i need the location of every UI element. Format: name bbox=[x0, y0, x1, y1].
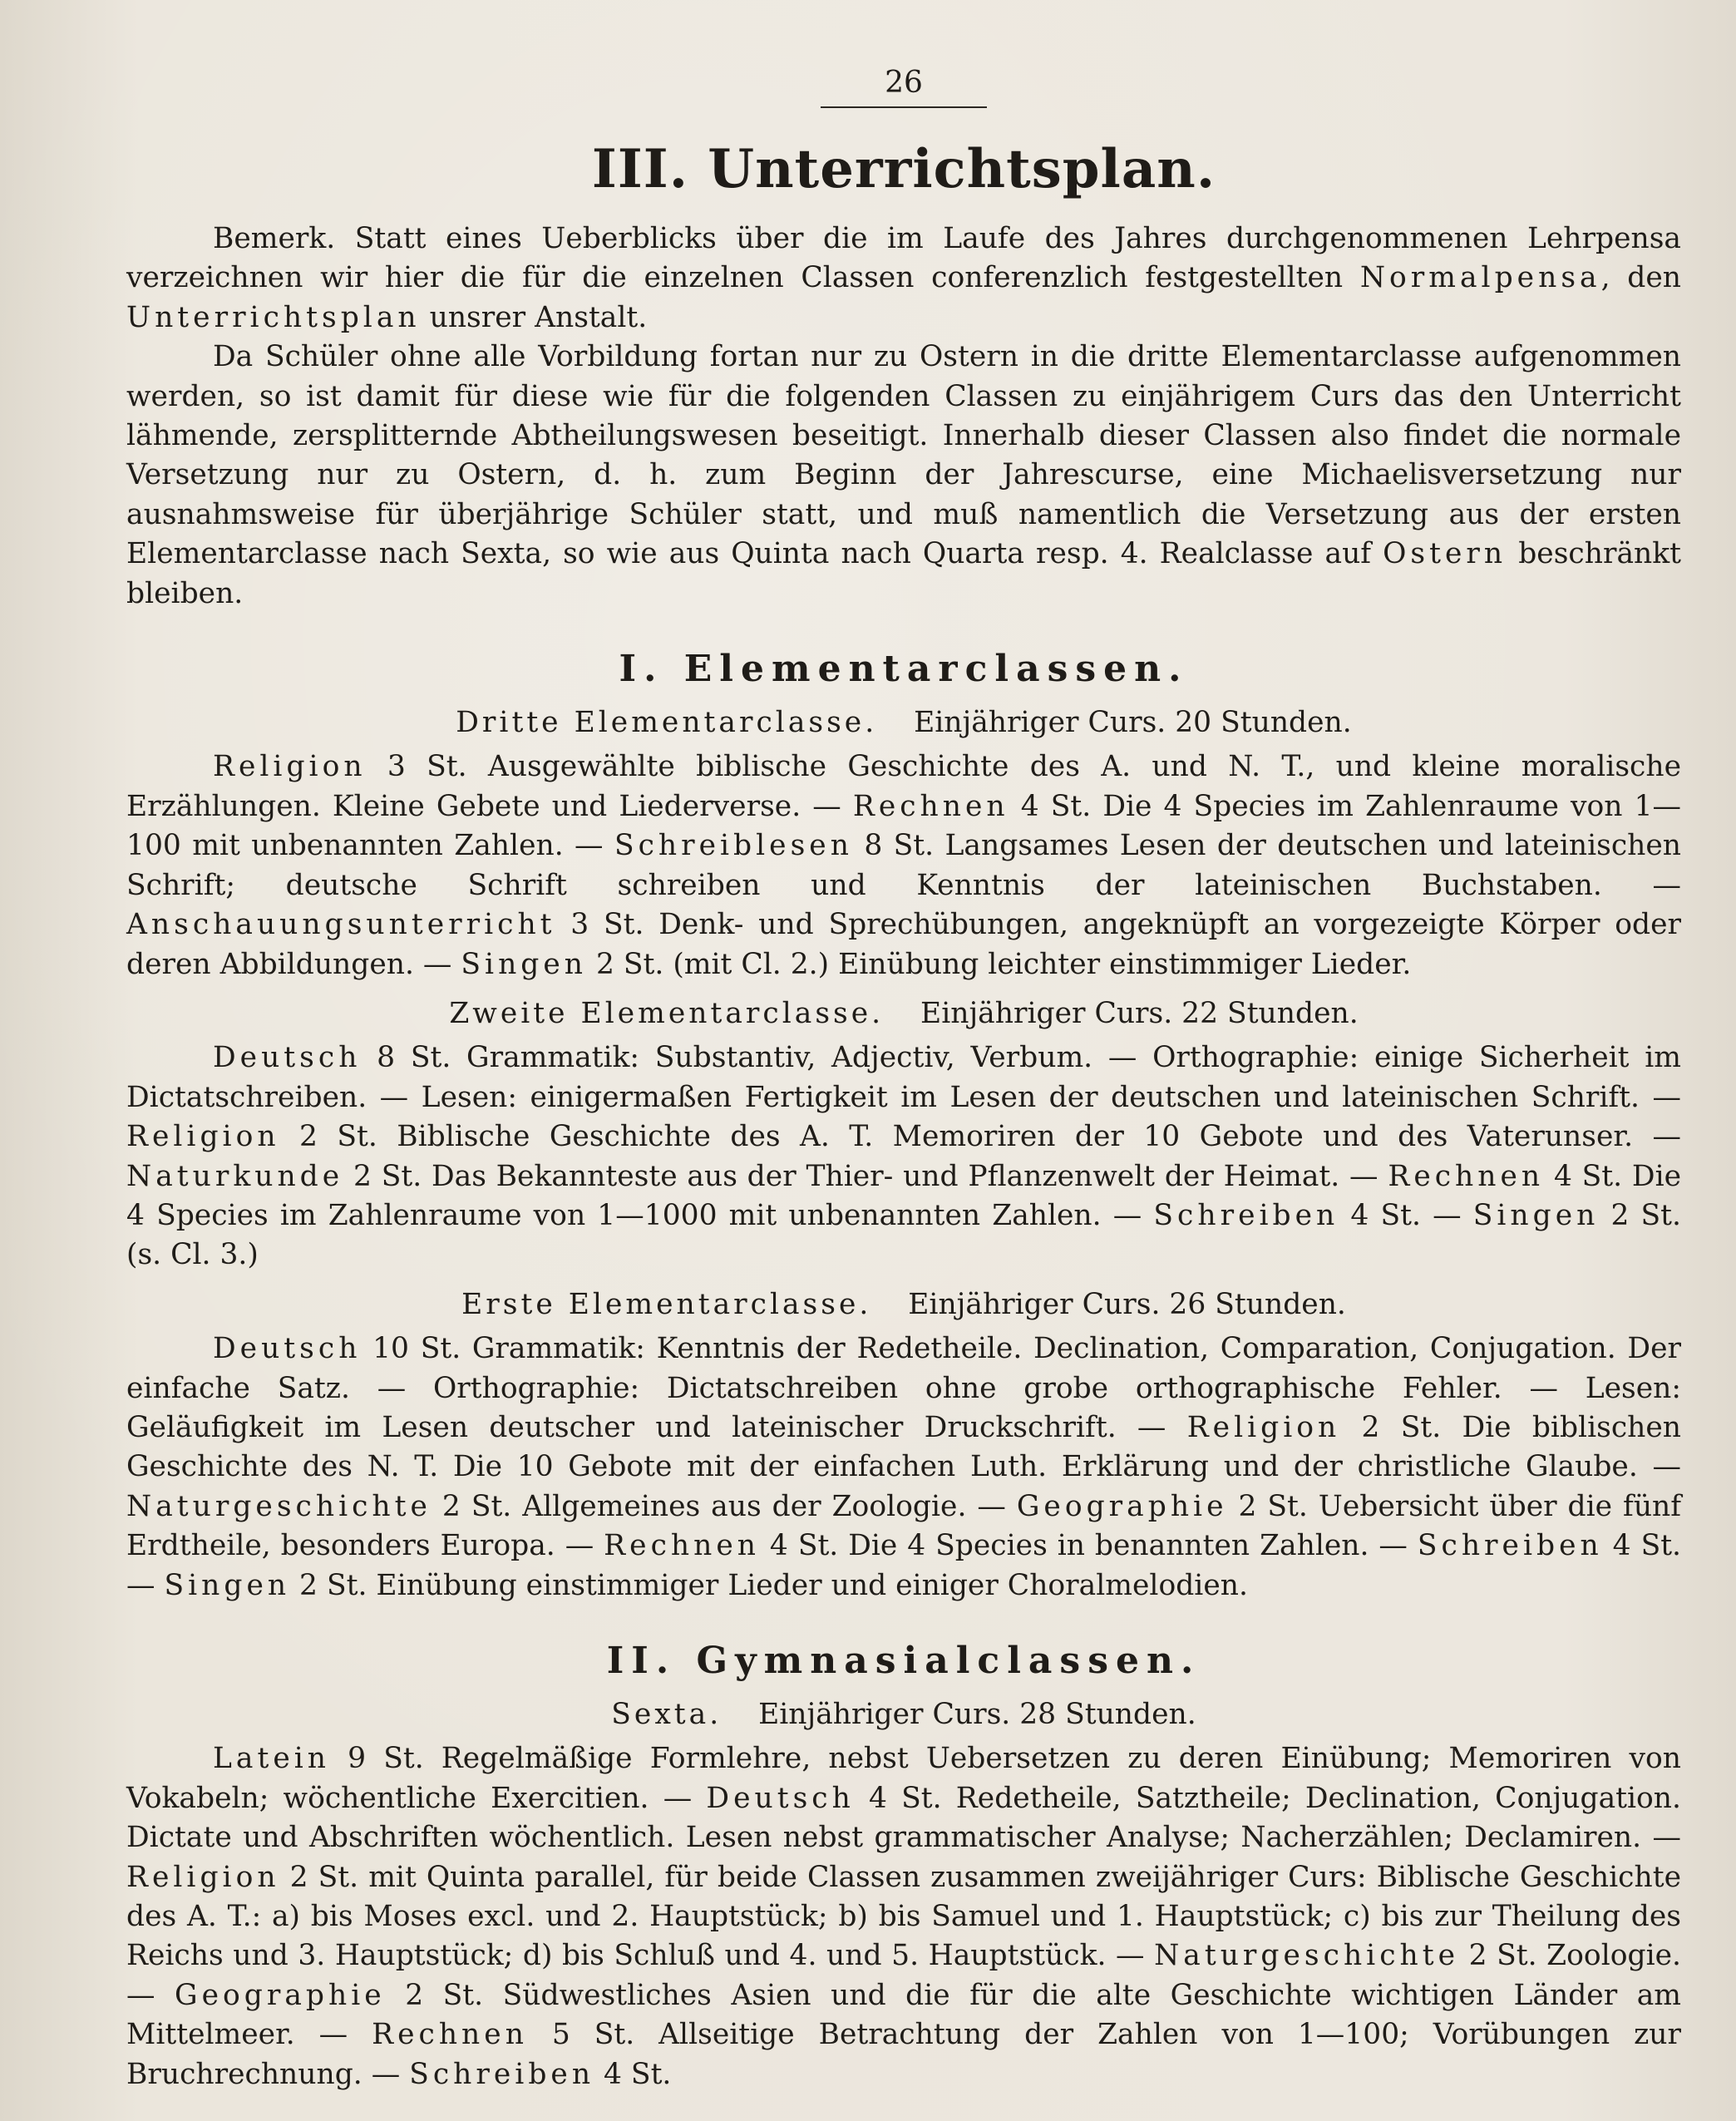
class-paragraph-sexta bbox=[126, 1739, 1681, 2094]
intro-text: , den bbox=[1600, 261, 1682, 295]
intro-spaced-term: Unterrichtsplan bbox=[126, 300, 421, 334]
subject-name: Religion bbox=[126, 1120, 280, 1154]
intro-spaced-term: Normalpensa bbox=[1359, 261, 1601, 295]
intro-text: beschränkt bleiben. bbox=[126, 537, 1682, 610]
subject-name: Religion bbox=[213, 750, 367, 784]
class-paragraph-zweite bbox=[126, 1038, 1681, 1275]
remark-label: Bemerk. bbox=[213, 222, 336, 255]
subject-name: Geographie bbox=[1016, 1489, 1228, 1523]
subject-name: Latein bbox=[213, 1742, 331, 1776]
class-name: Zweite Elementarclasse. bbox=[449, 996, 885, 1030]
class-name: Dritte Elementarclasse. bbox=[456, 706, 878, 740]
subject-text: 2 St. Zoologie. — bbox=[126, 1939, 1681, 2012]
subject-text: 10 St. Grammatik: Kenntnis der Redetheile. Declination, Comparation, Conjugation. Der einfache Satz. — Orthographie: Dictatschreiben ohne grobe orthographische Fehler. — Lesen: Geläufigkeit im Lesen deutscher und lateinischer Druckschrift. — bbox=[126, 1332, 1681, 1444]
part-title-elementarclassen: I. Elementarclassen. bbox=[619, 648, 1189, 691]
subject-text: 3 St. Ausgewählte biblische Geschichte des A. und N. T., und kleine moralische Erzählungen. Kleine Gebete und Liederverse. — bbox=[126, 750, 1682, 823]
section-title: III. Unterrichtsplan. bbox=[591, 138, 1216, 200]
subject-name: Religion bbox=[126, 1860, 280, 1894]
class-heading-erste bbox=[126, 1285, 1681, 1324]
subject-name: Naturgeschichte bbox=[1154, 1939, 1460, 1973]
subject-text: 2 St. (s. Cl. 3.) bbox=[126, 1198, 1682, 1272]
class-info: Einjähriger Curs. 20 Stunden. bbox=[914, 706, 1352, 740]
subject-text: 2 St. Biblische Geschichte des A. T. Memoriren der 10 Gebote und des Vaterunser. — bbox=[299, 1120, 1681, 1154]
subject-name: Schreiben bbox=[1153, 1198, 1339, 1232]
subject-text: 4 St. Die 4 Species im Zahlenraume von 1—1000 mit unbenannten Zahlen. — bbox=[126, 1159, 1682, 1232]
subject-name: Religion bbox=[1186, 1410, 1341, 1444]
class-info: Einjähriger Curs. 28 Stunden. bbox=[758, 1698, 1196, 1731]
subject-name: Schreiben bbox=[1417, 1529, 1603, 1563]
intro-text: unsrer Anstalt. bbox=[429, 300, 648, 334]
class-info: Einjähriger Curs. 26 Stunden. bbox=[908, 1287, 1346, 1321]
page-number-rule bbox=[821, 106, 987, 108]
intro-text: Statt eines Ueberblicks über die im Laufe des Jahres durchgenommenen Lehrpensa verzeichnen wir hier die für die einzelnen Classen conferenzlich festgestellten bbox=[126, 222, 1682, 295]
subject-text: 4 St. Die 4 Species in benannten Zahlen. — bbox=[769, 1529, 1408, 1563]
subject-text: 2 St. mit Quinta parallel, für beide Classen zusammen zweijähriger Curs: Biblische Geschichte des A. T.: a) bis Moses excl. und 2. Hauptstück; b) bis Samuel und 1. Hauptstück; c) bis zur Theilung des Reichs und 3. Hauptstück; d) bis Schluß und 4. und 5. Hauptstück. — bbox=[126, 1860, 1682, 1973]
intro-paragraph-2 bbox=[126, 338, 1681, 614]
intro-spaced-term: Ostern bbox=[1383, 537, 1507, 571]
class-name: Sexta. bbox=[611, 1698, 723, 1731]
class-paragraph-erste bbox=[126, 1329, 1681, 1606]
subject-name: Singen bbox=[461, 947, 588, 981]
subject-text: 8 St. Grammatik: Substantiv, Adjectiv, Verbum. — Orthographie: einige Sicherheit im Dictatschreiben. — Lesen: einigermaßen Fertigkeit im Lesen der deutschen und lateinischen Schrift. — bbox=[126, 1041, 1681, 1114]
subject-text: 4 St. Die 4 Species im Zahlenraume von 1—100 mit unbenannten Zahlen. — bbox=[126, 789, 1682, 863]
subject-text: 2 St. Das Bekannteste aus der Thier- und Pflanzenwelt der Heimat. — bbox=[353, 1159, 1378, 1193]
subject-name: Deutsch bbox=[213, 1041, 362, 1075]
part-title-gymnasialclassen: II. Gymnasialclassen. bbox=[606, 1640, 1201, 1682]
subject-text: 2 St. Uebersicht über die fünf Erdtheile, besonders Europa. — bbox=[126, 1489, 1682, 1563]
class-name: Erste Elementarclasse. bbox=[461, 1287, 872, 1321]
subject-text: 4 St. — bbox=[126, 1529, 1682, 1602]
subject-name: Schreiben bbox=[409, 2057, 595, 2091]
subject-text: 9 St. Regelmäßige Formlehre, nebst Uebersetzen zu deren Einübung; Memoriren von Vokabeln; wöchentliche Exercitien. — bbox=[126, 1742, 1681, 1815]
subject-text: 3 St. Denk- und Sprechübungen, angeknüpft an vorgezeigte Körper oder deren Abbildungen. — bbox=[126, 908, 1682, 981]
page-content bbox=[126, 50, 1681, 2094]
intro-text: Da Schüler ohne alle Vorbildung fortan nur zu Ostern in die dritte Elementarclasse aufgenommen werden, so ist damit für diese wie für die folgenden Classen zu einjährigem Curs das den Unterricht lähmende, zersplitternde Abtheilungswesen beseitigt. Innerhalb dieser Classen also findet die normale Versetzung nur zu Ostern, d. h. zum Beginn der Jahrescurse, eine Michaelisversetzung nur ausnahmsweise für überjährige Schüler statt, und muß namentlich die Versetzung aus der ersten Elementarclasse nach Sexta, so wie aus Quinta nach Quarta resp. 4. Realclasse auf bbox=[126, 340, 1681, 571]
subject-name: Schreiblesen bbox=[614, 829, 853, 863]
subject-text: 8 St. Langsames Lesen der deutschen und lateinischen Schrift; deutsche Schrift schreiben und Kenntnis der lateinischen Buchstaben. — bbox=[126, 829, 1682, 902]
class-heading-zweite bbox=[126, 994, 1681, 1033]
subject-text: 2 St. Allgemeines aus der Zoologie. — bbox=[441, 1489, 1006, 1523]
subject-name: Naturkunde bbox=[126, 1159, 344, 1193]
subject-name: Deutsch bbox=[706, 1781, 855, 1815]
subject-name: Singen bbox=[164, 1568, 291, 1602]
subject-text: 4 St. bbox=[604, 2057, 672, 2091]
subject-name: Geographie bbox=[175, 1978, 386, 2012]
intro-paragraph-1 bbox=[126, 219, 1681, 338]
subject-text: 2 St. (mit Cl. 2.) Einübung leichter einstimmiger Lieder. bbox=[595, 947, 1412, 981]
page-number: 26 bbox=[885, 66, 923, 100]
class-info: Einjähriger Curs. 22 Stunden. bbox=[920, 996, 1359, 1030]
class-heading-sexta bbox=[126, 1695, 1681, 1734]
class-heading-dritte bbox=[126, 703, 1681, 742]
subject-text: 2 St. Die biblischen Geschichte des N. T. Die 10 Gebote mit der einfachen Luth. Erklärung und der christliche Glaube. — bbox=[126, 1410, 1681, 1484]
subject-name: Rechnen bbox=[372, 2018, 528, 2052]
subject-name: Rechnen bbox=[852, 789, 1009, 823]
subject-text: 4 St. — bbox=[1350, 1198, 1462, 1232]
subject-text: 2 St. Einübung einstimmiger Lieder und einiger Choralmelodien. bbox=[299, 1568, 1248, 1602]
subject-text: 2 St. Südwestliches Asien und die für die alte Geschichte wichtigen Länder am Mittelmeer. — bbox=[126, 1978, 1681, 2052]
subject-name: Deutsch bbox=[213, 1332, 362, 1366]
subject-text: 5 St. Allseitige Betrachtung der Zahlen von 1—100; Vorübungen zur Bruchrechnung. — bbox=[126, 2018, 1681, 2091]
subject-name: Naturgeschichte bbox=[126, 1489, 432, 1523]
subject-text: 4 St. Redetheile, Satztheile; Declination, Conjugation. Dictate und Abschriften wöchentlich. Lesen nebst grammatischer Analyse; Nacherzählen; Declamiren. — bbox=[126, 1781, 1681, 1855]
subject-name: Singen bbox=[1472, 1198, 1600, 1232]
subject-name: Rechnen bbox=[604, 1529, 760, 1563]
subject-name: Rechnen bbox=[1388, 1159, 1545, 1193]
class-paragraph-dritte bbox=[126, 747, 1681, 984]
subject-name: Anschauungsunterricht bbox=[126, 908, 556, 942]
